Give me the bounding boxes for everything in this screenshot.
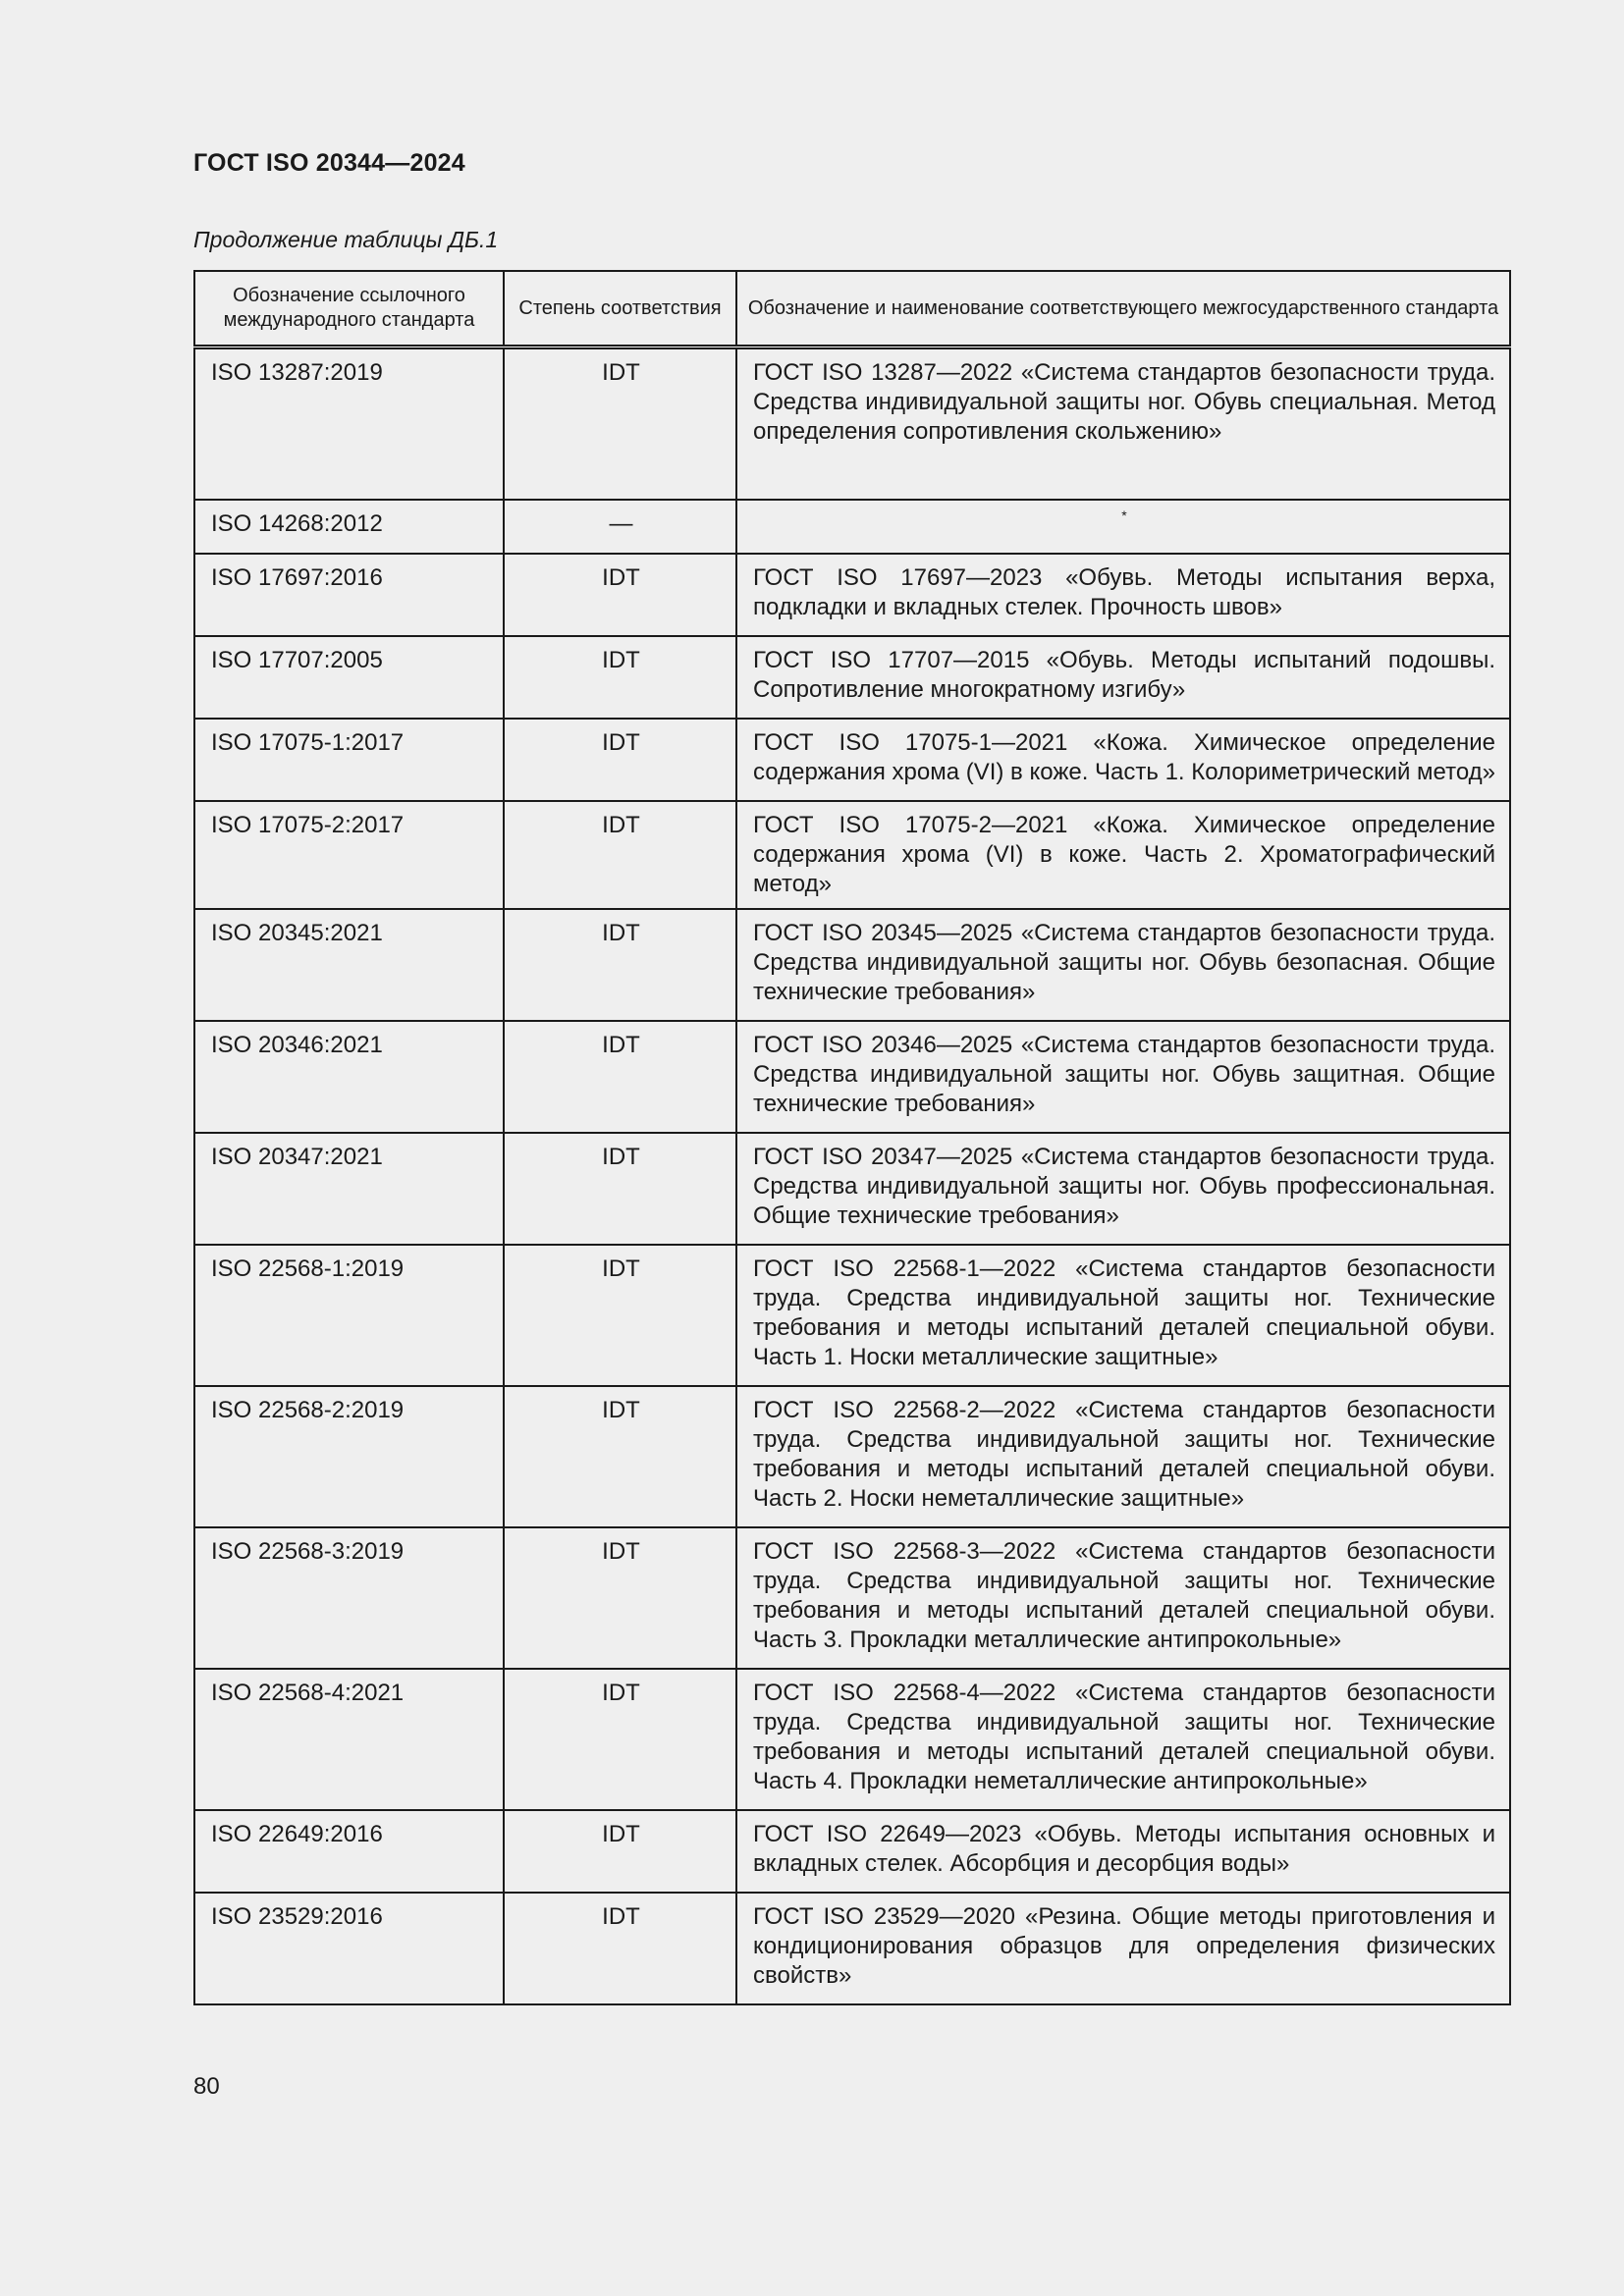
interstate-standard-cell: ГОСТ ISO 17075-2—2021 «Кожа. Химическое определение содержания хрома (VI) в коже. Часть 2. Хроматографический метод» <box>736 801 1510 909</box>
reference-code-cell: ISO 17697:2016 <box>194 554 504 636</box>
degree-cell: IDT <box>504 1133 736 1245</box>
degree-cell: IDT <box>504 1527 736 1669</box>
column-header-interstate-standard: Обозначение и наименование соответствующего межгосударственного стандарта <box>736 271 1510 347</box>
table-row <box>194 347 1510 500</box>
interstate-standard-cell: ГОСТ ISO 17707—2015 «Обувь. Методы испытаний подошвы. Сопротивление многократному изгибу» <box>736 636 1510 719</box>
interstate-standard-cell: ГОСТ ISO 20346—2025 «Система стандартов безопасности труда. Средства индивидуальной защиты ног. Обувь защитная. Общие технические требования» <box>736 1021 1510 1133</box>
degree-cell: IDT <box>504 909 736 1021</box>
table-row <box>194 1133 1510 1245</box>
reference-code-cell: ISO 22568-3:2019 <box>194 1527 504 1669</box>
table-row <box>194 1021 1510 1133</box>
table-row <box>194 636 1510 719</box>
table-row <box>194 801 1510 909</box>
reference-code-cell: ISO 22568-2:2019 <box>194 1386 504 1527</box>
standards-table <box>193 270 1511 2005</box>
reference-code-cell: ISO 20347:2021 <box>194 1133 504 1245</box>
degree-cell: IDT <box>504 801 736 909</box>
table-row <box>194 1810 1510 1893</box>
degree-cell: IDT <box>504 1669 736 1810</box>
reference-code-cell: ISO 22568-1:2019 <box>194 1245 504 1386</box>
interstate-standard-cell: ГОСТ ISO 17075-1—2021 «Кожа. Химическое определение содержания хрома (VI) в коже. Часть 1. Колориметрический метод» <box>736 719 1510 801</box>
interstate-standard-cell: ГОСТ ISO 22568-2—2022 «Система стандартов безопасности труда. Средства индивидуальной защиты ног. Технические требования и методы испытаний деталей специальной обуви. Часть 2. Носки неметаллические защитные» <box>736 1386 1510 1527</box>
degree-cell: IDT <box>504 1386 736 1527</box>
degree-cell: IDT <box>504 1893 736 2004</box>
degree-cell: IDT <box>504 719 736 801</box>
degree-cell: IDT <box>504 1245 736 1386</box>
table-row <box>194 1386 1510 1527</box>
interstate-standard-cell: * <box>736 500 1510 554</box>
degree-cell: IDT <box>504 554 736 636</box>
degree-cell: IDT <box>504 1810 736 1893</box>
reference-code-cell: ISO 17075-1:2017 <box>194 719 504 801</box>
reference-code-cell: ISO 20345:2021 <box>194 909 504 1021</box>
degree-cell: IDT <box>504 347 736 500</box>
degree-cell: IDT <box>504 636 736 719</box>
interstate-standard-cell: ГОСТ ISO 17697—2023 «Обувь. Методы испытания верха, подкладки и вкладных стелек. Прочность швов» <box>736 554 1510 636</box>
interstate-standard-cell: ГОСТ ISO 22568-4—2022 «Система стандартов безопасности труда. Средства индивидуальной защиты ног. Технические требования и методы испытаний деталей специальной обуви. Часть 4. Прокладки неметаллические антипрокольные» <box>736 1669 1510 1810</box>
table-row <box>194 1669 1510 1810</box>
document-header: ГОСТ ISO 20344—2024 <box>193 149 465 177</box>
table-row <box>194 719 1510 801</box>
degree-cell: — <box>504 500 736 554</box>
column-header-degree: Степень соответствия <box>504 271 736 347</box>
table-row <box>194 500 1510 554</box>
interstate-standard-cell: ГОСТ ISO 23529—2020 «Резина. Общие методы приготовления и кондиционирования образцов для определения физических свойств» <box>736 1893 1510 2004</box>
table-body <box>194 347 1510 2004</box>
interstate-standard-cell: ГОСТ ISO 20347—2025 «Система стандартов безопасности труда. Средства индивидуальной защиты ног. Обувь профессиональная. Общие технические требования» <box>736 1133 1510 1245</box>
page-number: 80 <box>193 2073 220 2100</box>
reference-code-cell: ISO 17707:2005 <box>194 636 504 719</box>
table-header-row <box>194 271 1510 347</box>
column-header-reference-code: Обозначение ссылочного международного стандарта <box>194 271 504 347</box>
reference-code-cell: ISO 23529:2016 <box>194 1893 504 2004</box>
degree-cell: IDT <box>504 1021 736 1133</box>
table-header <box>194 271 1510 347</box>
reference-code-cell: ISO 22649:2016 <box>194 1810 504 1893</box>
reference-code-cell: ISO 17075-2:2017 <box>194 801 504 909</box>
reference-code-cell: ISO 22568-4:2021 <box>194 1669 504 1810</box>
interstate-standard-cell: ГОСТ ISO 20345—2025 «Система стандартов безопасности труда. Средства индивидуальной защиты ног. Обувь безопасная. Общие технические требования» <box>736 909 1510 1021</box>
table-row <box>194 1527 1510 1669</box>
table-row <box>194 1245 1510 1386</box>
table-caption: Продолжение таблицы ДБ.1 <box>193 227 499 252</box>
reference-code-cell: ISO 20346:2021 <box>194 1021 504 1133</box>
interstate-standard-cell: ГОСТ ISO 22649—2023 «Обувь. Методы испытания основных и вкладных стелек. Абсорбция и десорбция воды» <box>736 1810 1510 1893</box>
interstate-standard-cell: ГОСТ ISO 22568-1—2022 «Система стандартов безопасности труда. Средства индивидуальной защиты ног. Технические требования и методы испытаний деталей специальной обуви. Часть 1. Носки металлические защитные» <box>736 1245 1510 1386</box>
table-row <box>194 554 1510 636</box>
interstate-standard-cell: ГОСТ ISO 22568-3—2022 «Система стандартов безопасности труда. Средства индивидуальной защиты ног. Технические требования и методы испытаний деталей специальной обуви. Часть 3. Прокладки металлические антипрокольные» <box>736 1527 1510 1669</box>
table-row <box>194 1893 1510 2004</box>
reference-code-cell: ISO 13287:2019 <box>194 347 504 500</box>
interstate-standard-cell: ГОСТ ISO 13287—2022 «Система стандартов безопасности труда. Средства индивидуальной защиты ног. Обувь специальная. Метод определения сопротивления скольжению» <box>736 347 1510 500</box>
table-row <box>194 909 1510 1021</box>
reference-code-cell: ISO 14268:2012 <box>194 500 504 554</box>
